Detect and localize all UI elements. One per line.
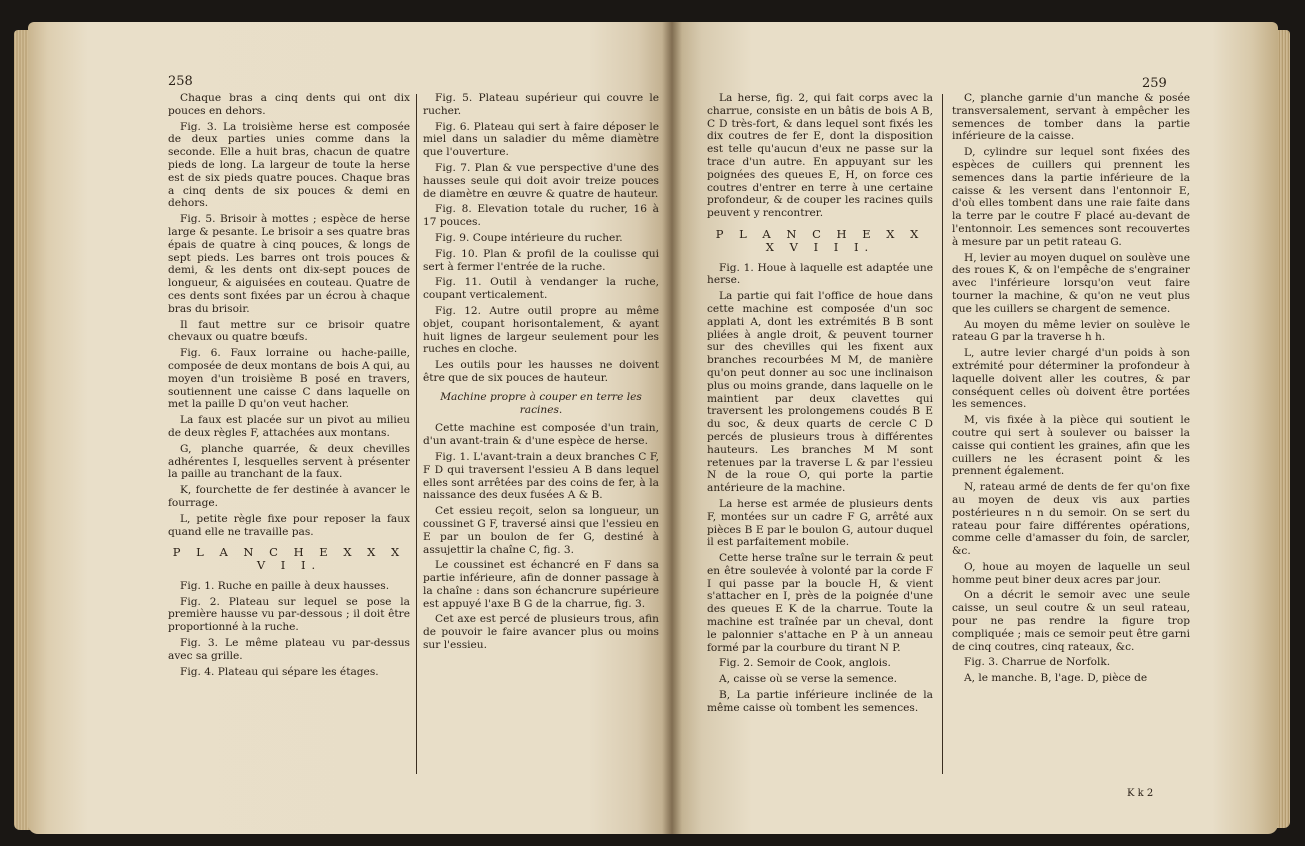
paragraph: Fig. 10. Plan & profil de la coulisse qui sert à fermer l'entrée de la ruche.: [423, 247, 659, 273]
paragraph: L, petite règle fixe pour reposer la faux quand elle ne travaille pas.: [168, 512, 410, 538]
paragraph: Fig. 12. Autre outil propre au même objet, coupant horisontalement, & ayant huit lignes de largeur seulement pour les ruches en cloche.: [423, 304, 659, 356]
paragraph: On a décrit le semoir avec une seule caisse, un seul coutre & un seul rateau, pour ne pas rendre la figure trop compliquée ; mais ce semoir peut être garni de cinq coutres, cinq rateaux, &c.: [952, 589, 1190, 653]
paragraph: A, le manche. B, l'age. D, pièce de: [964, 672, 1148, 685]
paragraph: Au moyen du même levier on soulève le rateau G par la traverse h h.: [952, 318, 1190, 344]
paragraph: Fig. 9. Coupe intérieure du rucher.: [435, 231, 623, 244]
paragraph: Fig. 2. Plateau sur lequel se pose la première hausse vu par-dessous ; il doit être proportionné à la ruche.: [168, 595, 410, 634]
paragraph: Fig. 1. Ruche en paille à deux hausses.: [180, 579, 390, 592]
column-rule: [416, 94, 417, 774]
paragraph: L, autre levier chargé d'un poids à son extrémité pour déterminer la profondeur à laquelle doivent aller les coutres, & par conséquent celles où doivent être portées les semences.: [952, 347, 1190, 411]
plate-heading: P L A N C H E X X X V I I I.: [715, 226, 925, 254]
column-rule: [942, 94, 943, 774]
paragraph: Il faut mettre sur ce brisoir quatre chevaux ou quatre bœufs.: [168, 318, 410, 344]
paragraph: Fig. 3. Charrue de Norfolk.: [964, 656, 1111, 669]
paragraph: Fig. 11. Outil à vendanger la ruche, coupant verticalement.: [423, 276, 659, 302]
paragraph: D, cylindre sur lequel sont fixées des espèces de cuillers qui prennent les semences dans la partie inférieure de la caisse & les versent dans l'entonnoir E, d'où elles tombent dans une raie faite dans la terre par le coutre F placé au-devant de l'entonnoir. Les semences sont recouvertes à mesure par un petit rateau G.: [952, 146, 1190, 248]
paragraph: A, caisse où se verse la semence.: [719, 673, 898, 686]
paragraph: La herse, fig. 2, qui fait corps avec la charrue, consiste en un bâtis de bois A B, C D très-fort, & dans lequel sont fixés les dix coutres de fer E, dont la disposition est telle qu'aucun d'eux ne passe sur la trace d'un autre. En appuyant sur les poignées des queues E, H, on force ces coutres d'entrer en terre à une certaine profondeur, & de couper les racines quils peuvent y rencontrer.: [707, 92, 933, 220]
paragraph: Cette herse traîne sur le terrain & peut en être soulevée à volonté par la corde F I qui passe par la boucle H, & vient s'attacher en I, près de la poignée d'une des queues E K de la charrue. Toute la machine est traînée par un cheval, dont le palonnier s'attache en P à un anneau formé par la courbure du tirant N P.: [707, 552, 933, 654]
right-page-number: 259: [1142, 76, 1167, 91]
paragraph: Fig. 1. Houe à laquelle est adaptée une herse.: [707, 261, 933, 287]
paragraph: Fig. 1. L'avant-train a deux branches C F, F D qui traversent l'essieu A B dans lequel elles sont arrêtées par des coins de fer, à la naissance des deux fusées A & B.: [423, 450, 659, 502]
paragraph: Fig. 5. Brisoir à mottes ; espèce de herse large & pesante. Le brisoir a ses quatre bras épais de quatre à cinq pouces, & longs de sept pieds. Les barres ont trois pouces & demi, & les dents ont dix-sept pouces de longueur, & aiguisées en couteau. Quatre de ces dents sont fixées par un écrou à chaque bras du brisoir.: [168, 213, 410, 315]
paragraph: Fig. 3. Le même plateau vu par-dessus avec sa grille.: [168, 637, 410, 662]
right-column-1: [707, 92, 933, 718]
paragraph: Fig. 8. Elevation totale du rucher, 16 à 17 pouces.: [423, 203, 659, 229]
paragraph: Fig. 4. Plateau qui sépare les étages.: [180, 665, 379, 678]
paragraph: Cet axe est percé de plusieurs trous, afin de pouvoir le faire avancer plus ou moins sur l'essieu.: [423, 613, 659, 652]
paragraph: Fig. 6. Faux lorraine ou hache-paille, composée de deux montans de bois A qui, au moyen d'un troisième B posé en travers, soutiennent une caisse C dans laquelle on met la paille D qu'on veut hacher.: [168, 347, 410, 411]
paragraph: N, rateau armé de dents de fer qu'on fixe au moyen de deux vis aux parties postérieures n n du semoir. On se sert du rateau pour faire différentes opérations, comme celle d'amasser du foin, de sarcler, &c.: [952, 481, 1190, 558]
paragraph: Le coussinet est échancré en F dans sa partie inférieure, afin de donner passage à la chaîne : dans son échancrure supérieure est appuyé l'axe B G de la charrue, fig. 3.: [423, 559, 659, 610]
signature-mark: K k 2: [1127, 788, 1154, 799]
paragraph: La herse est armée de plusieurs dents F, montées sur un cadre F G, arrêté aux pièces B E par le boulon G, autour duquel il est parfaitement mobile.: [707, 497, 933, 549]
left-page-number: 258: [168, 74, 193, 89]
paragraph: G, planche quarrée, & deux chevilles adhérentes I, lesquelles servent à présenter la paille au tranchant de la faux.: [168, 442, 410, 481]
paragraph: La partie qui fait l'office de houe dans cette machine est composée d'un soc applati A, dont les extrémités B B sont pliées à angle droit, & peuvent tourner sur des chevilles qui les fixent aux branches recourbées M M, de manière qu'on peut donner au soc une inclinaison plus ou moins grande, dans laquelle on le maintient par deux clavettes qui traversent les prolongemens coudés B E du soc, & deux quarts de cercle C D percés de plusieurs trous à différentes hauteurs. Les branches M M sont retenues par la traverse L & par l'essieu N de la roue O, qui porte la partie antérieure de la machine.: [707, 290, 933, 495]
paragraph: Chaque bras a cinq dents qui ont dix pouces en dehors.: [168, 92, 410, 117]
paragraph: Fig. 3. La troisième herse est composée de deux parties unies comme dans la seconde. Elle a huit bras, chacun de quatre pieds de long. La largeur de toute la herse est de six pieds quatre pouces. Chaque bras a cinq dents de six pouces & demi en dehors.: [168, 120, 410, 210]
section-heading: Machine propre à couper en terre les racines.: [440, 390, 642, 416]
paragraph: C, planche garnie d'un manche & posée transversalement, servant à empêcher les semences de tomber dans la partie inférieure de la caisse.: [952, 92, 1190, 143]
paragraph: La faux est placée sur un pivot au milieu de deux règles F, attachées aux montans.: [168, 414, 410, 439]
left-page: [28, 22, 672, 834]
paragraph: Fig. 5. Plateau supérieur qui couvre le rucher.: [423, 92, 659, 117]
left-column-2: [423, 92, 659, 655]
plate-heading: P L A N C H E X X X V I I.: [172, 545, 406, 573]
left-column-1: [168, 92, 410, 681]
paragraph: Fig. 2. Semoir de Cook, anglois.: [719, 657, 891, 670]
paragraph: H, levier au moyen duquel on soulève une des roues K, & on l'empêche de s'engrainer avec l'inférieure lorsqu'on veut faire tourner la machine, & qu'on ne veut plus que les cuillers se chargent de semence.: [952, 251, 1190, 315]
paragraph: Les outils pour les hausses ne doivent être que de six pouces de hauteur.: [423, 359, 659, 384]
right-page: [672, 22, 1278, 834]
book-gutter: [662, 22, 682, 834]
right-page-edges: [1276, 30, 1290, 828]
paragraph: Cet essieu reçoit, selon sa longueur, un coussinet G F, traversé ainsi que l'essieu en E par un boulon de fer G, destiné à assujettir la chaîne C, fig. 3.: [423, 505, 659, 556]
right-column-2: [952, 92, 1190, 688]
paragraph: K, fourchette de fer destinée à avancer le fourrage.: [168, 484, 410, 509]
paragraph: Cette machine est composée d'un train, d'un avant-train & d'une espèce de herse.: [423, 422, 659, 448]
paragraph: Fig. 6. Plateau qui sert à faire déposer le miel dans un saladier du même diamètre que l'ouverture.: [423, 120, 659, 159]
paragraph: O, houe au moyen de laquelle un seul homme peut biner deux acres par jour.: [952, 560, 1190, 586]
paragraph: Fig. 7. Plan & vue perspective d'une des hausses seule qui doit avoir treize pouces de diamètre en œuvre & quatre de hauteur.: [423, 161, 659, 200]
paragraph: M, vis fixée à la pièce qui soutient le coutre qui sert à soulever ou baisser la caisse qui contient les graines, afin que les cuillers ne les écrasent point & les prennent également.: [952, 414, 1190, 478]
paragraph: B, La partie inférieure inclinée de la même caisse où tombent les semences.: [707, 689, 933, 714]
